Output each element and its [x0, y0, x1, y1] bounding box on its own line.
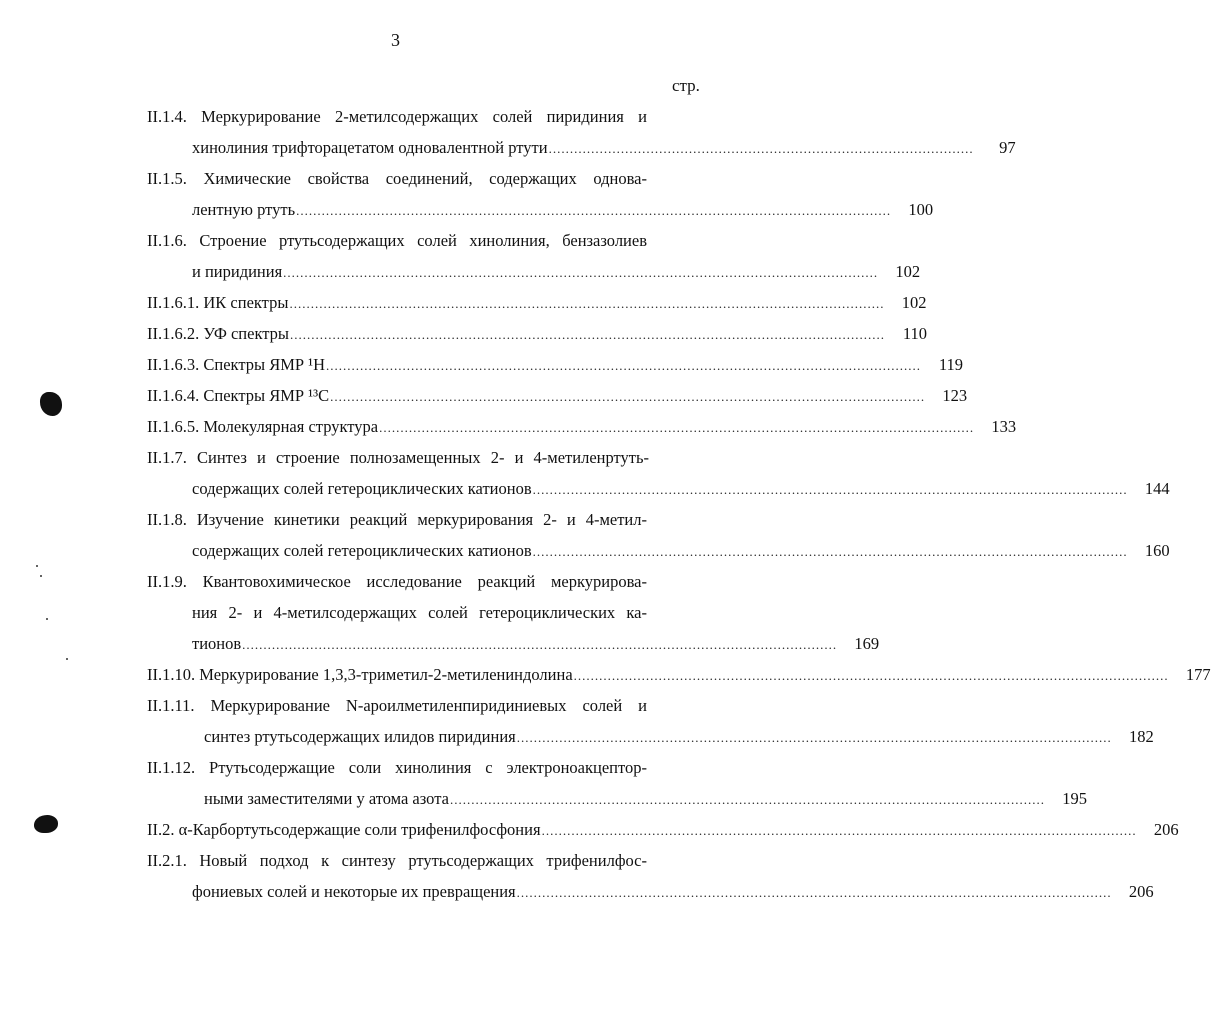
toc-page-number: 119 [938, 355, 964, 374]
toc-entry-text: II.1.6.4. Спектры ЯМР ¹³C [147, 386, 330, 405]
dot-leader: ............................................................................................................................................ [326, 358, 922, 373]
toc-entry-text: хинолиния трифторацетатом одновалентной ртути [192, 138, 548, 157]
toc-entry-text: фониевых солей и некоторые их превращения [192, 882, 516, 901]
toc-entry-row[interactable] [147, 876, 1154, 907]
toc-entry-row[interactable] [147, 473, 1170, 504]
toc-entry-text: II.1.6.1. ИК спектры [147, 293, 289, 312]
toc-line [147, 101, 717, 132]
dot-leader: ............................................................................................................................................ [296, 203, 892, 218]
dot-leader: .................................................................................................... [548, 141, 974, 156]
toc-entry-text: II.1.4. Меркурирование 2-метилсодержащих солей пиридиния и [147, 107, 647, 126]
toc-entry-text: и пиридиния [192, 262, 283, 281]
toc-entry-text: содержащих солей гетероциклических катионов [192, 541, 532, 560]
scan-speck [46, 618, 48, 620]
toc-page-number: 144 [1144, 479, 1170, 498]
toc-page-number: 206 [1128, 882, 1154, 901]
dot-leader: ............................................................................................................................................ [330, 389, 926, 404]
toc-page-number: 206 [1153, 820, 1179, 839]
scan-speck [66, 658, 68, 660]
toc-entry-text: II.1.12. Ртутьсодержащие соли хинолиния с электроноакцептор- [147, 758, 647, 777]
toc-entry-row[interactable] [147, 256, 921, 287]
toc-entry-text: II.1.6. Строение ртутьсодержащих солей хинолиния, бензазолиев [147, 231, 647, 250]
toc-entry-text: II.1.6.5. Молекулярная структура [147, 417, 379, 436]
toc-entry-text: II.1.8. Изучение кинетики реакций меркурирования 2- и 4-метил- [147, 510, 647, 529]
toc-entry-text: лентную ртуть [192, 200, 296, 219]
toc-entry-text: содержащих солей гетероциклических катионов [192, 479, 532, 498]
toc-entry-text: II.1.5. Химические свойства соединений, содержащих однова- [147, 169, 647, 188]
toc-line [147, 845, 717, 876]
toc-line [147, 597, 717, 628]
toc-entry-text: II.1.6.2. УФ спектры [147, 324, 290, 343]
toc-line [147, 752, 717, 783]
toc-line [147, 566, 717, 597]
toc-entry-row[interactable] [147, 814, 1179, 845]
toc-entry-row[interactable] [147, 287, 927, 318]
toc-entry-text: ния 2- и 4-метилсодержащих солей гетероциклических ка- [192, 603, 647, 622]
toc-entry-text: ными заместителями у атома азота [204, 789, 449, 808]
toc-line [147, 225, 717, 256]
toc-entry-text: II.1.10. Меркурирование 1,3,3-триметил-2-метилениндолина [147, 665, 573, 684]
toc-page-number: 177 [1185, 665, 1211, 684]
toc-entry-row[interactable] [147, 628, 880, 659]
toc-entry-text: II.1.9. Квантовохимическое исследование реакций меркурирова- [147, 572, 647, 591]
scan-smudge [34, 815, 58, 833]
toc-entry-text: II.1.6.3. Спектры ЯМР ¹H [147, 355, 326, 374]
toc-page-number: 169 [854, 634, 880, 653]
dot-leader: ............................................................................................................................................ [516, 885, 1112, 900]
dot-leader: ............................................................................................................................................ [516, 730, 1112, 745]
toc-entry-row[interactable] [147, 380, 968, 411]
toc-page-number: 133 [991, 417, 1017, 436]
dot-leader: ............................................................................................................................................ [289, 296, 885, 311]
toc-entry-row[interactable] [147, 318, 928, 349]
toc-page-number: 182 [1129, 727, 1154, 746]
toc-entry-row[interactable] [147, 783, 1087, 814]
table-of-contents [147, 101, 1211, 907]
toc-page-number: 123 [942, 386, 968, 405]
toc-entry-row[interactable] [147, 132, 1016, 163]
scan-speck [36, 565, 38, 567]
dot-leader: ............................................................................................................................................ [532, 544, 1128, 559]
toc-entry-text: II.2.1. Новый подход к синтезу ртутьсодержащих трифенилфос- [147, 851, 647, 870]
toc-line [147, 442, 717, 473]
dot-leader: ............................................................................................................................................ [242, 637, 838, 652]
dot-leader: ............................................................................................................................................ [283, 265, 879, 280]
toc-line [147, 504, 717, 535]
toc-entry-row[interactable] [147, 535, 1170, 566]
page-column-heading: стр. [672, 76, 700, 95]
toc-entry-text: II.1.11. Меркурирование N-ароилметиленпиридиниевых солей и [147, 696, 647, 715]
dot-leader: ............................................................................................................................................ [532, 482, 1128, 497]
toc-page-number: 110 [902, 324, 928, 343]
toc-page-number: 102 [901, 293, 927, 312]
toc-page-number: 195 [1062, 789, 1087, 808]
toc-entry-row[interactable] [147, 411, 1017, 442]
dot-leader: ............................................................................................................................................ [449, 792, 1045, 807]
toc-entry-row[interactable] [147, 721, 1154, 752]
dot-leader: ............................................................................................................................................ [573, 668, 1169, 683]
toc-entry-row[interactable] [147, 194, 934, 225]
toc-page-number: 100 [908, 200, 934, 219]
toc-entry-row[interactable] [147, 659, 1211, 690]
toc-entry-row[interactable] [147, 349, 964, 380]
scan-speck [40, 575, 42, 577]
dot-leader: ............................................................................................................................................ [290, 327, 886, 342]
toc-entry-text: синтез ртутьсодержащих илидов пиридиния [204, 727, 516, 746]
toc-line [147, 690, 717, 721]
toc-entry-text: тионов [192, 634, 242, 653]
dot-leader: ............................................................................................................................................ [541, 823, 1137, 838]
toc-page-number: 97 [999, 138, 1016, 157]
dot-leader: ............................................................................................................................................ [379, 420, 975, 435]
toc-line [147, 163, 717, 194]
page-number: 3 [391, 30, 400, 50]
scan-smudge [40, 392, 62, 416]
toc-entry-text: II.2. α-Карбортутьсодержащие соли трифенилфосфония [147, 820, 541, 839]
toc-page-number: 102 [895, 262, 921, 281]
toc-page-number: 160 [1144, 541, 1170, 560]
toc-entry-text: II.1.7. Синтез и строение полнозамещенных 2- и 4-метиленртуть- [147, 448, 649, 467]
